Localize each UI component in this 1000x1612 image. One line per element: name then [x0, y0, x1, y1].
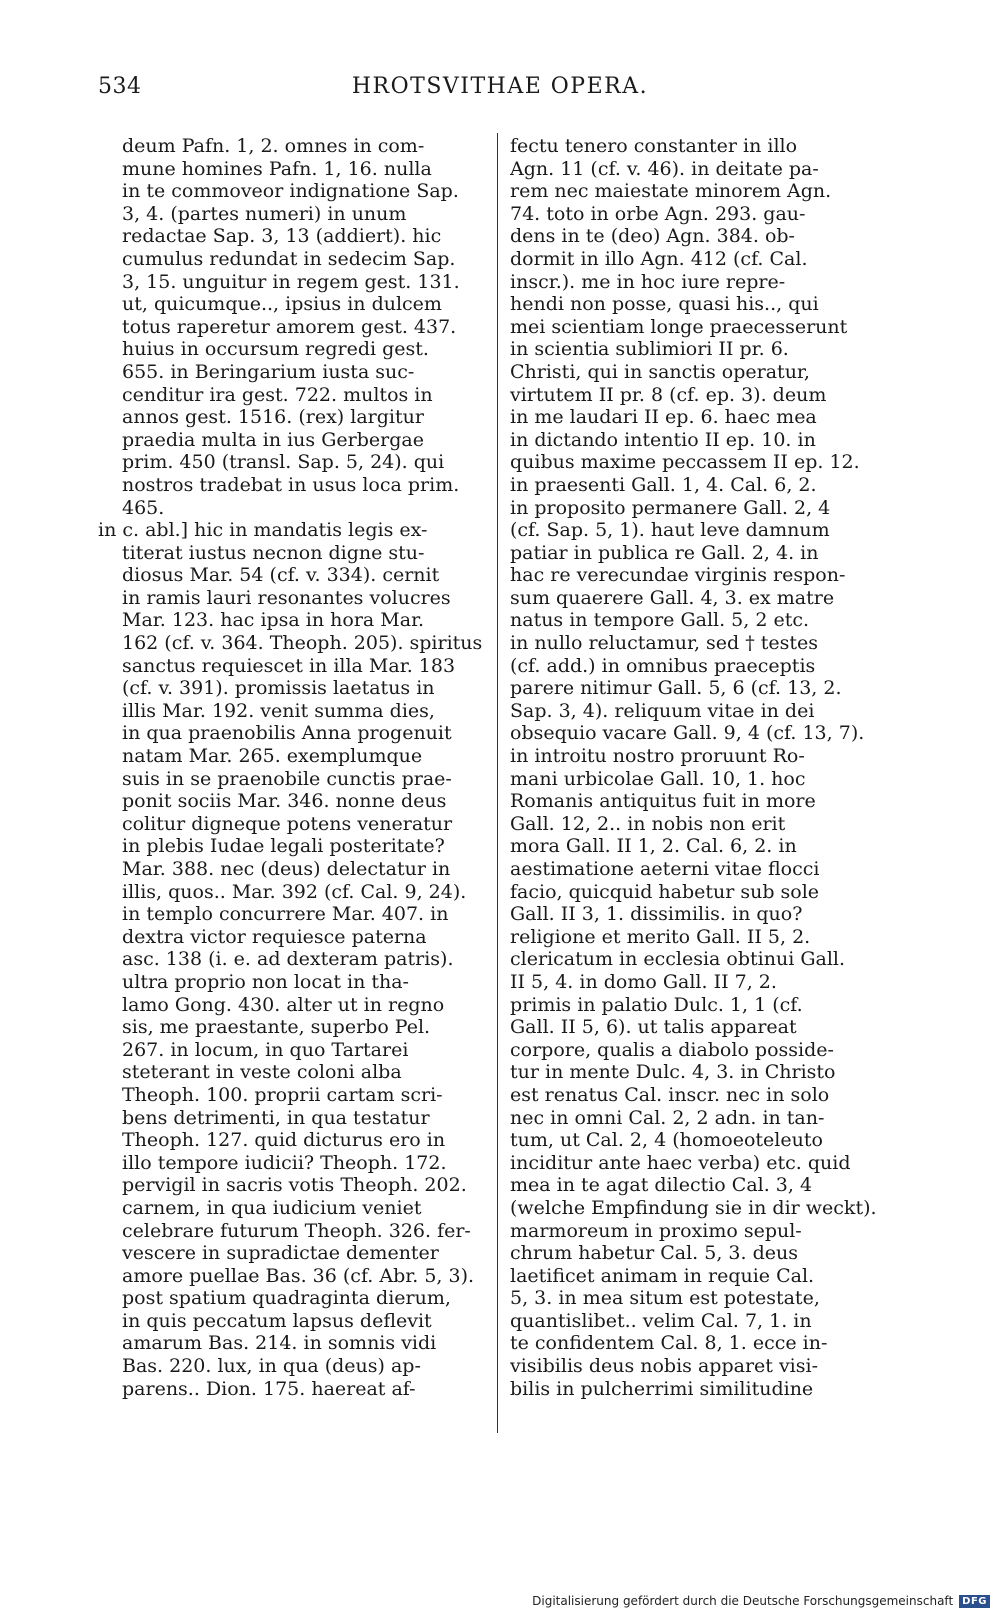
text-line: hendi non posse, quasi his.., qui — [510, 293, 819, 316]
text-line: prim. 450 (transl. Sap. 5, 24). qui — [122, 451, 445, 474]
text-line: laetificet animam in requie Cal. — [510, 1264, 815, 1287]
text-line: rem nec maiestate minorem Agn. — [510, 180, 832, 203]
text-line: virtutem II pr. 8 (cf. ep. 3). deum — [510, 383, 827, 406]
text-line: in te commoveor indignatione Sap. — [122, 180, 459, 203]
left-column — [98, 135, 488, 1400]
text-line: aestimatione aeterni vitae flocci — [510, 858, 820, 880]
text-line: mune homines Pafn. 1, 16. nulla — [122, 157, 432, 180]
digitization-credit — [532, 1594, 990, 1608]
text-line: in c. abl.] hic in mandatis legis ex- — [98, 519, 428, 542]
text-line: steterant in veste coloni alba — [122, 1061, 402, 1084]
text-line: Bas. 220. lux, in qua (deus) ap- — [122, 1355, 421, 1378]
text-line: Theoph. 127. quid dicturus ero in — [122, 1129, 446, 1152]
text-line: quibus maxime peccassem II ep. 12. — [510, 451, 860, 474]
text-line: in dictando intentio II ep. 10. in — [510, 428, 816, 451]
text-line: in scientia sublimiori II pr. 6. — [510, 338, 789, 361]
text-line: nec in omni Cal. 2, 2 adn. in tan- — [510, 1106, 825, 1129]
text-line: bens detrimenti, in qua testatur — [122, 1106, 430, 1129]
text-line: in quis peccatum lapsus deflevit — [122, 1309, 432, 1332]
text-line: colitur digneque potens veneratur — [122, 812, 453, 835]
text-line: parere nitimur Gall. 5, 6 (cf. 13, 2. — [510, 677, 842, 700]
text-line: sis, me praestante, superbo Pel. — [122, 1016, 431, 1039]
text-line: sum quaerere Gall. 4, 3. ex matre — [510, 586, 835, 609]
text-line: est renatus Cal. inscr. nec in solo — [510, 1083, 830, 1106]
text-line: illo tempore iudicii? Theoph. 172. — [122, 1151, 447, 1174]
page-number: 534 — [98, 74, 142, 99]
text-line: post spatium quadraginta dierum, — [122, 1287, 451, 1310]
text-line: clericatum in ecclesia obtinui Gall. — [510, 948, 846, 971]
text-line: in praesenti Gall. 1, 4. Cal. 6, 2. — [510, 473, 817, 496]
text-line: mea in te agat dilectio Cal. 3, 4 — [510, 1174, 813, 1197]
text-line: in templo concurrere Mar. 407. in — [122, 903, 449, 926]
text-line: dextra victor requiesce paterna — [122, 925, 427, 948]
text-line: religione et merito Gall. II 5, 2. — [510, 925, 811, 948]
running-title: HROTSVITHAE OPERA. — [351, 74, 649, 99]
text-line: dens in te (deo) Agn. 384. ob- — [510, 225, 795, 248]
text-line: illis, quos.. Mar. 392 (cf. Cal. 9, 24). — [122, 880, 467, 903]
text-line: celebrare futurum Theoph. 326. fer- — [122, 1219, 471, 1242]
text-line: hac re verecundae virginis respon- — [510, 564, 846, 587]
text-line: in proposito permanere Gall. 2, 4 — [510, 496, 831, 519]
right-column — [510, 135, 882, 1400]
text-line: deum Pafn. 1, 2. omnes in com- — [122, 135, 425, 157]
text-line: 3, 15. unguitur in regem gest. 131. — [122, 270, 460, 293]
text-line: marmoreum in proximo sepul- — [510, 1219, 802, 1242]
text-line: II 5, 4. in domo Gall. II 7, 2. — [510, 970, 777, 993]
text-line: in introitu nostro proruunt Ro- — [510, 745, 805, 768]
text-line: visibilis deus nobis apparet visi- — [510, 1355, 818, 1378]
column-divider — [497, 133, 498, 1433]
text-line: 162 (cf. v. 364. Theoph. 205). spiritus — [122, 632, 483, 655]
text-line: in qua praenobilis Anna progenuit — [122, 722, 452, 745]
text-line: ut, quicumque.., ipsius in dulcem — [122, 293, 442, 316]
text-line: 5, 3. in mea situm est potestate, — [510, 1287, 820, 1310]
text-line: mora Gall. II 1, 2. Cal. 6, 2. in — [510, 835, 797, 858]
text-line: fectu tenero constanter in illo — [510, 135, 798, 157]
text-line: quantislibet.. velim Cal. 7, 1. in — [510, 1309, 812, 1332]
text-line: corpore, qualis a diabolo posside- — [510, 1038, 834, 1061]
text-line: carnem, in qua iudicium veniet — [122, 1196, 422, 1219]
text-line: 655. in Beringarium iusta suc- — [122, 360, 415, 383]
text-line: natam Mar. 265. exemplumque — [122, 745, 423, 768]
text-line: primis in palatio Dulc. 1, 1 (cf. — [510, 993, 803, 1016]
text-line: tum, ut Cal. 2, 4 (homoeoteleuto — [510, 1129, 823, 1152]
text-line: in plebis Iudae legali posteritate? — [122, 835, 445, 858]
text-line: 465. — [122, 496, 165, 519]
text-line: Theoph. 100. proprii cartam scri- — [122, 1083, 443, 1106]
text-line: annos gest. 1516. (rex) largitur — [122, 406, 424, 429]
text-line: parens.. Dion. 175. haereat af- — [122, 1377, 416, 1400]
text-line: patiar in publica re Gall. 2, 4. in — [510, 541, 819, 564]
text-line: Agn. 11 (cf. v. 46). in deitate pa- — [510, 157, 819, 180]
text-line: amore puellae Bas. 36 (cf. Abr. 5, 3). — [122, 1264, 475, 1287]
text-line: te confidentem Cal. 8, 1. ecce in- — [510, 1332, 828, 1355]
text-line: Christi, qui in sanctis operatur, — [510, 360, 810, 383]
text-line: cumulus redundat in sedecim Sap. — [122, 247, 456, 270]
text-line: Mar. 388. nec (deus) delectatur in — [122, 858, 451, 880]
text-line: amarum Bas. 214. in somnis vidi — [122, 1332, 437, 1355]
text-line: in me laudari II ep. 6. haec mea — [510, 406, 817, 429]
text-line: Gall. II 3, 1. dissimilis. in quo? — [510, 903, 803, 926]
text-line: in nullo reluctamur, sed † testes — [510, 632, 819, 655]
text-line: totus raperetur amorem gest. 437. — [122, 315, 457, 338]
text-line: (welche Empfindung sie in dir weckt). — [510, 1196, 877, 1219]
text-line: Romanis antiquitus fuit in more — [510, 790, 816, 813]
text-line: titerat iustus necnon digne stu- — [122, 541, 425, 564]
text-line: huius in occursum regredi gest. — [122, 338, 429, 361]
dfg-logo: DFG — [959, 1595, 990, 1608]
text-line: pervigil in sacris votis Theoph. 202. — [122, 1174, 467, 1197]
text-line: Gall. 12, 2.. in nobis non erit — [510, 812, 786, 835]
text-line: vescere in supradictae dementer — [122, 1242, 439, 1265]
text-line: (cf. v. 391). promissis laetatus in — [122, 677, 435, 700]
text-line: in ramis lauri resonantes volucres — [122, 586, 451, 609]
text-line: (cf. Sap. 5, 1). haut leve damnum — [510, 519, 830, 542]
text-line: Gall. II 5, 6). ut talis appareat — [510, 1016, 797, 1039]
text-line: 3, 4. (partes numeri) in unum — [122, 202, 407, 225]
text-line: chrum habetur Cal. 5, 3. deus — [510, 1242, 798, 1265]
credit-text: Digitalisierung gefördert durch die Deutsche Forschungsgemeinschaft — [532, 1594, 954, 1608]
text-line: dormit in illo Agn. 412 (cf. Cal. — [510, 247, 808, 270]
text-line: Sap. 3, 4). reliquum vitae in dei — [510, 699, 815, 722]
text-line: praedia multa in ius Gerbergae — [122, 428, 424, 451]
text-line: inscr.). me in hoc iure repre- — [510, 270, 786, 293]
text-line: diosus Mar. 54 (cf. v. 334). cernit — [122, 564, 440, 587]
text-line: facio, quicquid habetur sub sole — [510, 880, 820, 903]
text-line: inciditur ante haec verba) etc. quid — [510, 1151, 851, 1174]
text-line: redactae Sap. 3, 13 (addiert). hic — [122, 225, 442, 248]
text-line: cenditur ira gest. 722. multos in — [122, 383, 433, 406]
text-line: lamo Gong. 430. alter ut in regno — [122, 993, 445, 1016]
text-line: suis in se praenobile cunctis prae- — [122, 767, 452, 790]
text-line: mei scientiam longe praecesserunt — [510, 315, 848, 338]
text-line: ponit sociis Mar. 346. nonne deus — [122, 790, 447, 813]
text-line: obsequio vacare Gall. 9, 4 (cf. 13, 7). — [510, 722, 865, 745]
text-line: bilis in pulcherrimi similitudine — [510, 1377, 814, 1400]
text-line: tur in mente Dulc. 4, 3. in Christo — [510, 1061, 836, 1084]
text-line: Mar. 123. hac ipsa in hora Mar. — [122, 609, 425, 632]
text-line: mani urbicolae Gall. 10, 1. hoc — [510, 767, 806, 790]
text-line: natus in tempore Gall. 5, 2 etc. — [510, 609, 810, 632]
text-line: sanctus requiescet in illa Mar. 183 — [122, 654, 456, 677]
text-line: ultra proprio non locat in tha- — [122, 970, 409, 993]
text-line: nostros tradebat in usus loca prim. — [122, 473, 460, 496]
text-line: 267. in locum, in quo Tartarei — [122, 1038, 409, 1061]
text-line: asc. 138 (i. e. ad dexteram patris). — [122, 948, 454, 971]
text-line: (cf. add.) in omnibus praeceptis — [510, 654, 816, 677]
text-line: 74. toto in orbe Agn. 293. gau- — [510, 202, 806, 225]
text-line: illis Mar. 192. venit summa dies, — [122, 699, 435, 722]
